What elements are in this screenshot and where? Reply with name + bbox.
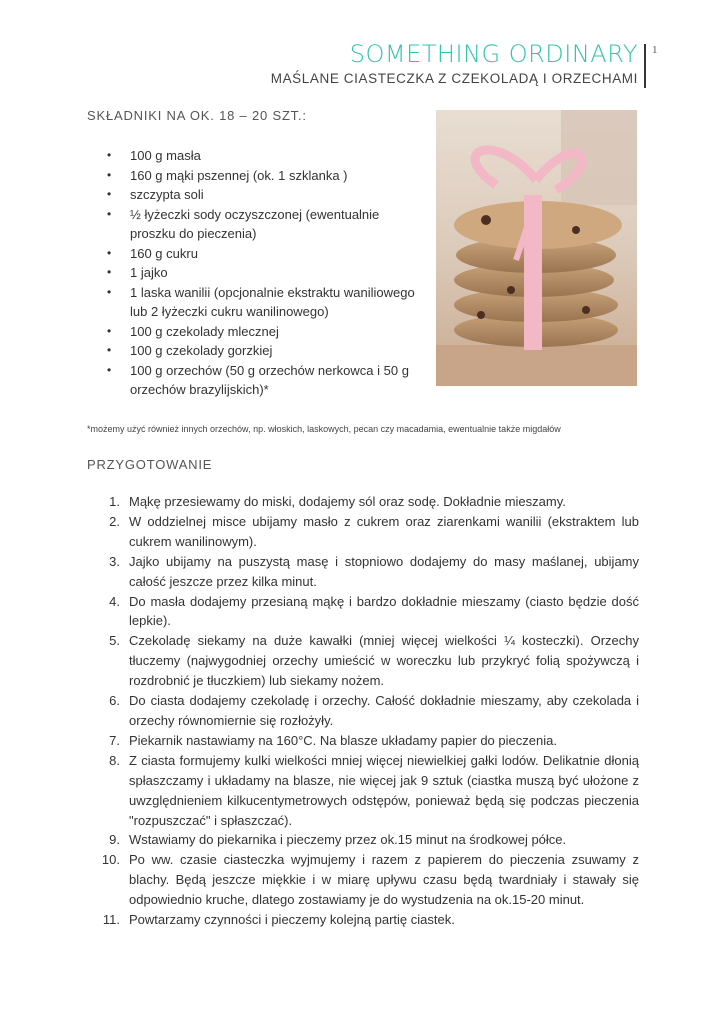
bullet-icon: •: [107, 323, 112, 338]
step-item: [96, 850, 639, 910]
step-number: 9.: [109, 832, 120, 848]
step-number: 4.: [109, 593, 120, 609]
ingredient-text: 1 jajko: [130, 265, 168, 280]
ingredient-text: szczypta soli: [130, 187, 204, 202]
ingredient-item: [106, 263, 426, 283]
ingredient-item: [106, 185, 426, 205]
bullet-icon: •: [107, 362, 112, 377]
step-text: Wstawiamy do piekarnika i pieczemy przez ok.15 minut na środkowej półce.: [129, 832, 567, 848]
step-item: [96, 830, 639, 850]
ingredient-item: [106, 361, 426, 400]
ingredients-heading: SKŁADNIKI NA OK. 18 – 20 SZT.:: [87, 108, 307, 123]
bullet-icon: •: [107, 187, 112, 201]
step-text: Jajko ubijamy na puszystą masę i stopniowo dodajemy do masy maślanej, ubijamy całość jeszcze przez kilka minut.: [129, 553, 639, 589]
step-number: 1.: [109, 494, 120, 509]
ingredient-text: 100 g masła: [130, 148, 201, 163]
bullet-icon: •: [107, 245, 112, 260]
ingredient-text: 100 g czekolady mlecznej: [130, 323, 279, 339]
step-number: 7.: [109, 732, 120, 748]
ingredient-item: [106, 283, 426, 322]
ingredient-item: [106, 244, 426, 264]
ingredient-item: [106, 146, 426, 166]
preparation-heading: PRZYGOTOWANIE: [87, 457, 213, 472]
step-number: 2.: [109, 513, 120, 529]
header-divider: [644, 44, 646, 88]
step-item: [96, 910, 639, 930]
step-text: Do masła dodajemy przesianą mąkę i bardzo dokładnie mieszamy (ciasto będzie dość lepkie).: [129, 593, 639, 629]
ingredient-text: 100 g czekolady gorzkiej: [130, 343, 273, 358]
ingredient-text: ½ łyżeczki sody oczyszczonej (ewentualnie proszku do pieczenia): [130, 206, 380, 241]
recipe-title: MAŚLANE CIASTECZKA Z CZEKOLADĄ I ORZECHAMI: [270, 71, 638, 86]
bullet-icon: •: [107, 206, 112, 221]
preparation-steps: [96, 492, 639, 930]
step-number: 11.: [102, 912, 120, 928]
page-header: [271, 40, 638, 88]
step-number: 8.: [109, 752, 120, 768]
step-item: [96, 751, 639, 831]
step-text: Z ciasta formujemy kulki wielkości mniej więcej niewielkiej gałki lodów. Delikatnie dłonią spłaszczamy i układamy na blasze, nie więcej jak 9 sztuk (ciastka muszą być ułożone z uwzględnieniem kilkucentymetrowych odstępów, ponieważ będą się podczas pieczenia "rozpuszczać" i spłaszczać).: [129, 752, 639, 828]
ingredient-text: 160 g mąki pszennej (ok. 1 szklanka ): [130, 167, 348, 183]
step-item: [96, 512, 639, 552]
step-text: Po ww. czasie ciasteczka wyjmujemy i razem z papierem do pieczenia zsuwamy z blachy. Będą jeszcze miękkie i w miarę upływu czasu będą twardniały i stawały się odpowiednio kruche, dlatego zostawiamy je do wystudzenia na ok.15-20 minut.: [129, 852, 639, 908]
step-item: [96, 552, 639, 592]
ingredient-text: 1 laska wanilii (opcjonalnie ekstraktu waniliowego lub 2 łyżeczki cukru wanilinowego): [130, 284, 415, 319]
step-text: Do ciasta dodajemy czekoladę i orzechy. Całość dokładnie mieszamy, aby czekolada i orzechy równomiernie się rozłożyły.: [129, 693, 639, 728]
ingredients-list: [106, 146, 426, 400]
bullet-icon: •: [107, 343, 112, 357]
step-item: [96, 492, 639, 512]
bullet-icon: •: [107, 148, 112, 162]
step-number: 6.: [109, 693, 120, 709]
step-text: Piekarnik nastawiamy na 160°C. Na blasze układamy papier do pieczenia.: [129, 732, 557, 748]
ingredient-item: [106, 322, 426, 342]
step-text: Powtarzamy czynności i pieczemy kolejną partię ciastek.: [129, 912, 455, 928]
step-number: 5.: [109, 633, 120, 649]
step-number: 10.: [101, 852, 120, 868]
step-number: 3.: [109, 553, 120, 569]
step-item: [96, 592, 639, 632]
step-text: Mąkę przesiewamy do miski, dodajemy sól oraz sodę. Dokładnie mieszamy.: [129, 494, 566, 509]
ingredient-item: [106, 341, 426, 361]
ingredient-text: 100 g orzechów (50 g orzechów nerkowca i 50 g orzechów brazylijskich)*: [130, 362, 409, 397]
step-text: Czekoladę siekamy na duże kawałki (mniej więcej wielkości ¼ kosteczki). Orzechy tłuczemy (najwygodniej orzechy umieścić w woreczku lub przykryć folią spożywczą i rozdrobnić je tłuczkiem) lub siekamy nożem.: [129, 633, 639, 689]
step-item: [96, 691, 639, 731]
ingredient-item: [106, 205, 426, 244]
bullet-icon: •: [107, 167, 112, 182]
bullet-icon: •: [107, 284, 112, 299]
step-text: W oddzielnej misce ubijamy masło z cukrem oraz ziarenkami wanilii (ekstraktem lub cukrem wanilinowym).: [129, 513, 639, 549]
brand-title: SOMETHING ORDINARY: [349, 40, 638, 68]
ingredient-text: 160 g cukru: [130, 245, 198, 261]
cookies-photo: [436, 110, 637, 386]
step-item: [96, 631, 639, 691]
ingredients-footnote: *możemy użyć również innych orzechów, np. włoskich, laskowych, pecan czy macadamia, ewentualnie także migdałów: [87, 424, 561, 434]
bullet-icon: •: [107, 265, 112, 279]
step-item: [96, 731, 639, 751]
page-number: 1: [652, 44, 658, 56]
ingredient-item: [106, 166, 426, 186]
